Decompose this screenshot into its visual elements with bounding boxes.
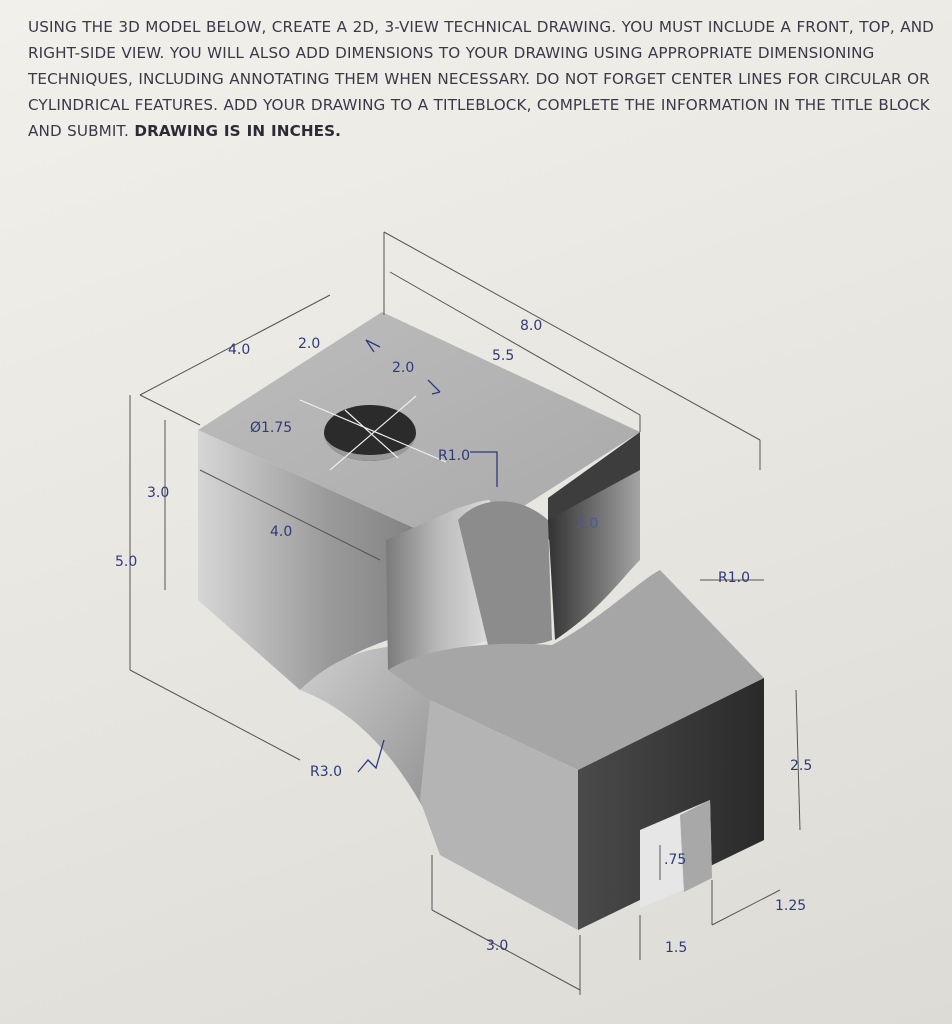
dim-inner-2-0: 2.0 <box>392 360 415 376</box>
dim-slot-0-75: .75 <box>664 852 687 868</box>
dim-face-4-0: 4.0 <box>270 524 293 540</box>
instructions-body: USING THE 3D MODEL BELOW, CREATE A 2D, 3-VIEW TECHNICAL DRAWING. YOU MUST INCLUDE A FRONT, TOP, AND RIGHT-SIDE VIEW. YOU WILL ALSO ADD DIMENSIONS TO YOUR DRAWING USING APPROPRIATE DIMENSIONING TECHNIQUES, INCLUDING ANNOTATING THEM WHEN NECESSARY. DO NOT FORGET CENTER LINES FOR CIRCULAR OR CYLINDRICAL FEATURES. ADD YOUR DRAWING TO A TITLEBLOCK, COMPLETE THE INFORMATION IN THE TITLE BLOCK AND SUBMIT. <box>28 18 934 140</box>
dim-radius-top: R1.0 <box>438 448 470 464</box>
dim-length-5-5: 5.5 <box>492 348 515 364</box>
slot-inner <box>680 800 712 892</box>
dim-hole-diameter: Ø1.75 <box>250 420 293 436</box>
dim-radius-3-0: R3.0 <box>310 764 342 780</box>
dim-base-3-0: 3.0 <box>486 938 509 954</box>
dim-overall-length: 8.0 <box>520 318 543 334</box>
dim-height-2-5: 2.5 <box>790 758 813 774</box>
dim-radius-right: R1.0 <box>718 570 750 586</box>
dim-height-5-0: 5.0 <box>115 554 138 570</box>
dim-top-2-0: 2.0 <box>298 336 321 352</box>
instructions-emphasis: DRAWING IS IN INCHES. <box>134 122 342 140</box>
dim-slot-2-0: 2.0 <box>576 516 599 532</box>
dim-height-3-0: 3.0 <box>147 485 170 501</box>
dim-width-4-0: 4.0 <box>228 342 251 358</box>
dim-slot-1-5: 1.5 <box>665 940 688 956</box>
dim-depth-1-25: 1.25 <box>775 898 807 914</box>
